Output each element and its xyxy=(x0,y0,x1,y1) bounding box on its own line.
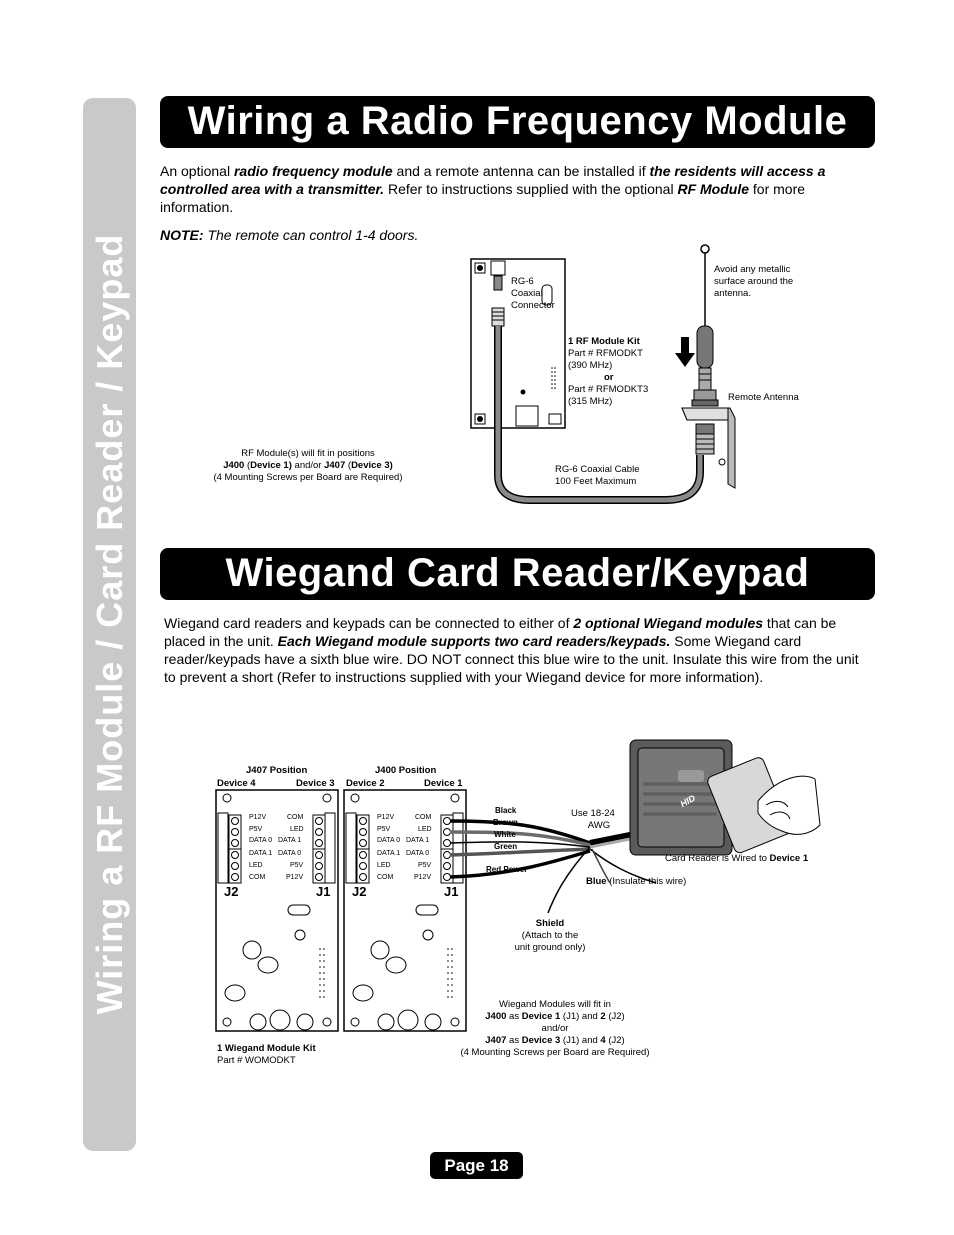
rf-intro-paragraph xyxy=(160,162,860,216)
rf-title-banner xyxy=(160,96,875,148)
j2-label-left: J2 xyxy=(224,884,239,899)
rf-connector-label: RG-6 Coaxial Connector xyxy=(511,276,555,311)
left-board-device-a: Device 4 xyxy=(217,778,256,789)
pin-label: P5V xyxy=(418,862,432,869)
wiegand-intro-text-3: Some Wiegand card reader/keypads have a sixth blue wire. DO NOT connect this blue wire to the unit. Insulate this wire from the unit to prevent a short (Refer to instructions supplied with your Wiegand device for more information). xyxy=(164,633,859,685)
pin-label: P12V xyxy=(286,874,304,881)
pin-label: LED xyxy=(290,826,304,833)
shield-label: Shield (Attach to the unit ground only) xyxy=(514,918,586,953)
j2-label-right: J2 xyxy=(352,884,367,899)
awg-label: Use 18-24 AWG xyxy=(571,808,615,831)
pin-label: DATA 1 xyxy=(249,850,273,857)
left-board-position: J407 Position xyxy=(246,765,308,776)
pin-label: P5V xyxy=(249,826,263,833)
pin-label: P12V xyxy=(377,814,395,821)
wiegand-intro-bold-2: Each Wiegand module supports two card readers/keypads. xyxy=(277,633,671,649)
pin-label: DATA 1 xyxy=(278,837,302,844)
pin-label: DATA 0 xyxy=(406,850,430,857)
blue-wire-label: Blue (Insulate this wire) xyxy=(586,876,687,887)
pin-label: P12V xyxy=(249,814,267,821)
wiegand-fit-note: Wiegand Modules will fit in J400 as Device 1 (J1) and 2 (J2) and/or J407 as Device 3 (J1) and 4 (J2) (4 Mounting Screws per Board are Required) xyxy=(460,999,650,1058)
pin-label: DATA 1 xyxy=(377,850,401,857)
pin-label: LED xyxy=(418,826,432,833)
wiegand-intro-text-2: that can be placed in the unit. xyxy=(164,615,837,649)
j1-label-left: J1 xyxy=(316,884,331,899)
rf-intro-bold-2: the residents will access a controlled area with a transmitter. xyxy=(160,163,826,197)
wiegand-title-banner xyxy=(160,548,875,600)
pin-label: LED xyxy=(377,862,391,869)
antenna-note: Avoid any metallic surface around the antenna. xyxy=(714,264,794,299)
pin-label: COM xyxy=(249,874,266,881)
hid-logo-text: HID xyxy=(678,792,697,810)
rf-intro-text-4: for more information. xyxy=(160,181,806,215)
pin-label: DATA 0 xyxy=(249,837,273,844)
wiegand-title: Wiegand Card Reader/Keypad xyxy=(225,551,810,595)
down-arrow-icon xyxy=(675,337,695,367)
pin-label: P12V xyxy=(414,874,432,881)
side-tab-text: Wiring a RF Module / Card Reader / Keypad xyxy=(89,233,130,1015)
pin-label: COM xyxy=(287,814,304,821)
rf-kit-label: 1 RF Module Kit Part # RFMODKT (390 MHz) or Part # RFMODKT3 (315 MHz) xyxy=(568,336,649,407)
wiegand-board-left xyxy=(216,790,338,1031)
wiegand-board-right xyxy=(344,790,466,1031)
rf-intro-text-1: An optional xyxy=(160,163,234,179)
wire-label-black: Black xyxy=(495,806,517,815)
right-board-device-a: Device 2 xyxy=(346,778,385,789)
wire-label-green: Green xyxy=(494,842,518,851)
rf-intro-bold-3: RF Module xyxy=(677,181,749,197)
right-board-position: J400 Position xyxy=(375,765,437,776)
pin-label: DATA 0 xyxy=(377,837,401,844)
wire-label-red-power: Red Power xyxy=(486,865,528,874)
pin-label: LED xyxy=(249,862,263,869)
pin-label: DATA 0 xyxy=(278,850,302,857)
j1-label-right: J1 xyxy=(444,884,459,899)
page-number-badge: Page 18 xyxy=(430,1152,523,1179)
left-board-device-b: Device 3 xyxy=(296,778,335,789)
remote-antenna-label: Remote Antenna xyxy=(728,392,799,403)
card-reader-wired-label: Card Reader is Wired to Device 1 xyxy=(665,853,809,864)
wire-label-brown: Brown xyxy=(493,818,518,827)
pin-label: COM xyxy=(415,814,432,821)
wiegand-intro-paragraph xyxy=(164,614,872,686)
pin-label: P5V xyxy=(377,826,391,833)
rf-note xyxy=(160,226,418,244)
wiegand-intro-text-1: Wiegand card readers and keypads can be connected to either of xyxy=(164,615,574,631)
coax-cable-label: RG-6 Coaxial Cable 100 Feet Maximum xyxy=(555,464,640,487)
rf-note-label: NOTE: xyxy=(160,227,204,243)
pin-label: DATA 1 xyxy=(406,837,430,844)
rf-intro-text-3: Refer to instructions supplied with the optional xyxy=(384,181,678,197)
rf-intro-bold-1: radio frequency module xyxy=(233,163,393,179)
right-board-device-b: Device 1 xyxy=(424,778,463,789)
wire-label-white: White xyxy=(494,830,516,839)
rf-intro-text-2: and a remote antenna can be installed if xyxy=(392,163,650,179)
rf-note-text: The remote can control 1-4 doors. xyxy=(203,227,419,243)
rf-title: Wiring a Radio Frequency Module xyxy=(187,99,848,143)
wiegand-intro-bold-1: 2 optional Wiegand modules xyxy=(573,615,764,631)
pin-label: COM xyxy=(377,874,394,881)
wiegand-kit-label: 1 Wiegand Module Kit Part # WOMODKT xyxy=(217,1043,316,1066)
rf-positions-note: RF Module(s) will fit in positions J400 (Device 1) and/or J407 (Device 3) (4 Mounting Screws per Board are Required) xyxy=(213,448,403,483)
pin-label: P5V xyxy=(290,862,304,869)
